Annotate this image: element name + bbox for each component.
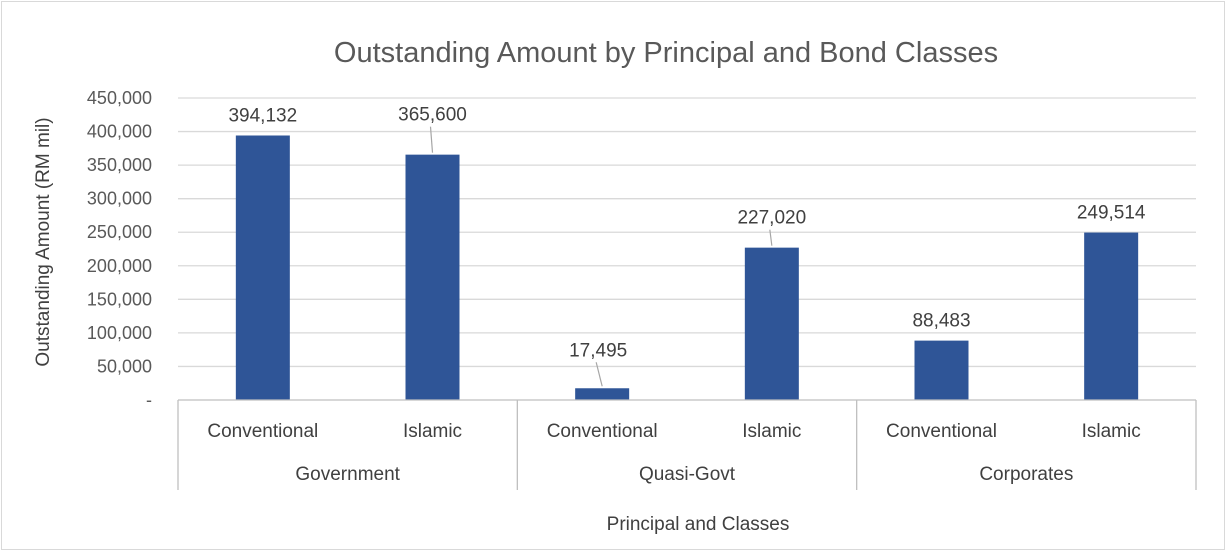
x-category-label: Conventional bbox=[886, 421, 997, 442]
y-tick-label: 150,000 bbox=[86, 289, 152, 310]
x-axis bbox=[178, 400, 1196, 490]
data-label: 17,495 bbox=[569, 340, 628, 362]
x-group-label: Quasi-Govt bbox=[638, 464, 736, 485]
y-tick-label: 350,000 bbox=[86, 155, 152, 176]
x-axis-title: Principal and Classes bbox=[606, 514, 790, 535]
bar-4 bbox=[745, 248, 799, 400]
bar-1 bbox=[236, 135, 290, 400]
x-category-label: Islamic bbox=[742, 421, 802, 442]
y-axis-ticks bbox=[87, 88, 152, 410]
y-tick-label: 200,000 bbox=[86, 255, 152, 276]
y-tick-label: 250,000 bbox=[86, 222, 152, 243]
gridlines bbox=[178, 98, 1196, 366]
data-labels bbox=[228, 105, 1145, 362]
y-tick-label: 450,000 bbox=[86, 88, 152, 108]
x-category-label: Islamic bbox=[402, 421, 463, 442]
bar-5 bbox=[915, 341, 969, 400]
data-label: 365,600 bbox=[398, 104, 467, 126]
x-category-label: Conventional bbox=[546, 421, 658, 442]
x-category-label: Islamic bbox=[1081, 421, 1141, 442]
y-tick-label: - bbox=[146, 390, 152, 410]
data-label: 227,020 bbox=[737, 207, 807, 229]
x-group-label: Corporates bbox=[979, 464, 1074, 485]
y-axis-title: Outstanding Amount (RM mil) bbox=[33, 117, 54, 367]
bar-6 bbox=[1084, 233, 1138, 400]
data-label: 88,483 bbox=[912, 310, 971, 332]
data-label: 394,132 bbox=[228, 105, 298, 127]
bars bbox=[236, 135, 1138, 400]
y-tick-label: 400,000 bbox=[86, 121, 152, 142]
x-category-label: Conventional bbox=[207, 421, 319, 442]
y-tick-label: 50,000 bbox=[96, 356, 152, 377]
y-tick-label: 100,000 bbox=[86, 322, 152, 343]
leader-line bbox=[431, 127, 433, 153]
chart-title: Outstanding Amount by Principal and Bond Classes bbox=[333, 37, 999, 69]
bar-3 bbox=[575, 388, 629, 400]
x-group-label: Government bbox=[295, 464, 400, 485]
y-tick-label: 300,000 bbox=[86, 188, 152, 209]
data-label: 249,514 bbox=[1076, 202, 1146, 224]
bar-2 bbox=[406, 155, 460, 400]
